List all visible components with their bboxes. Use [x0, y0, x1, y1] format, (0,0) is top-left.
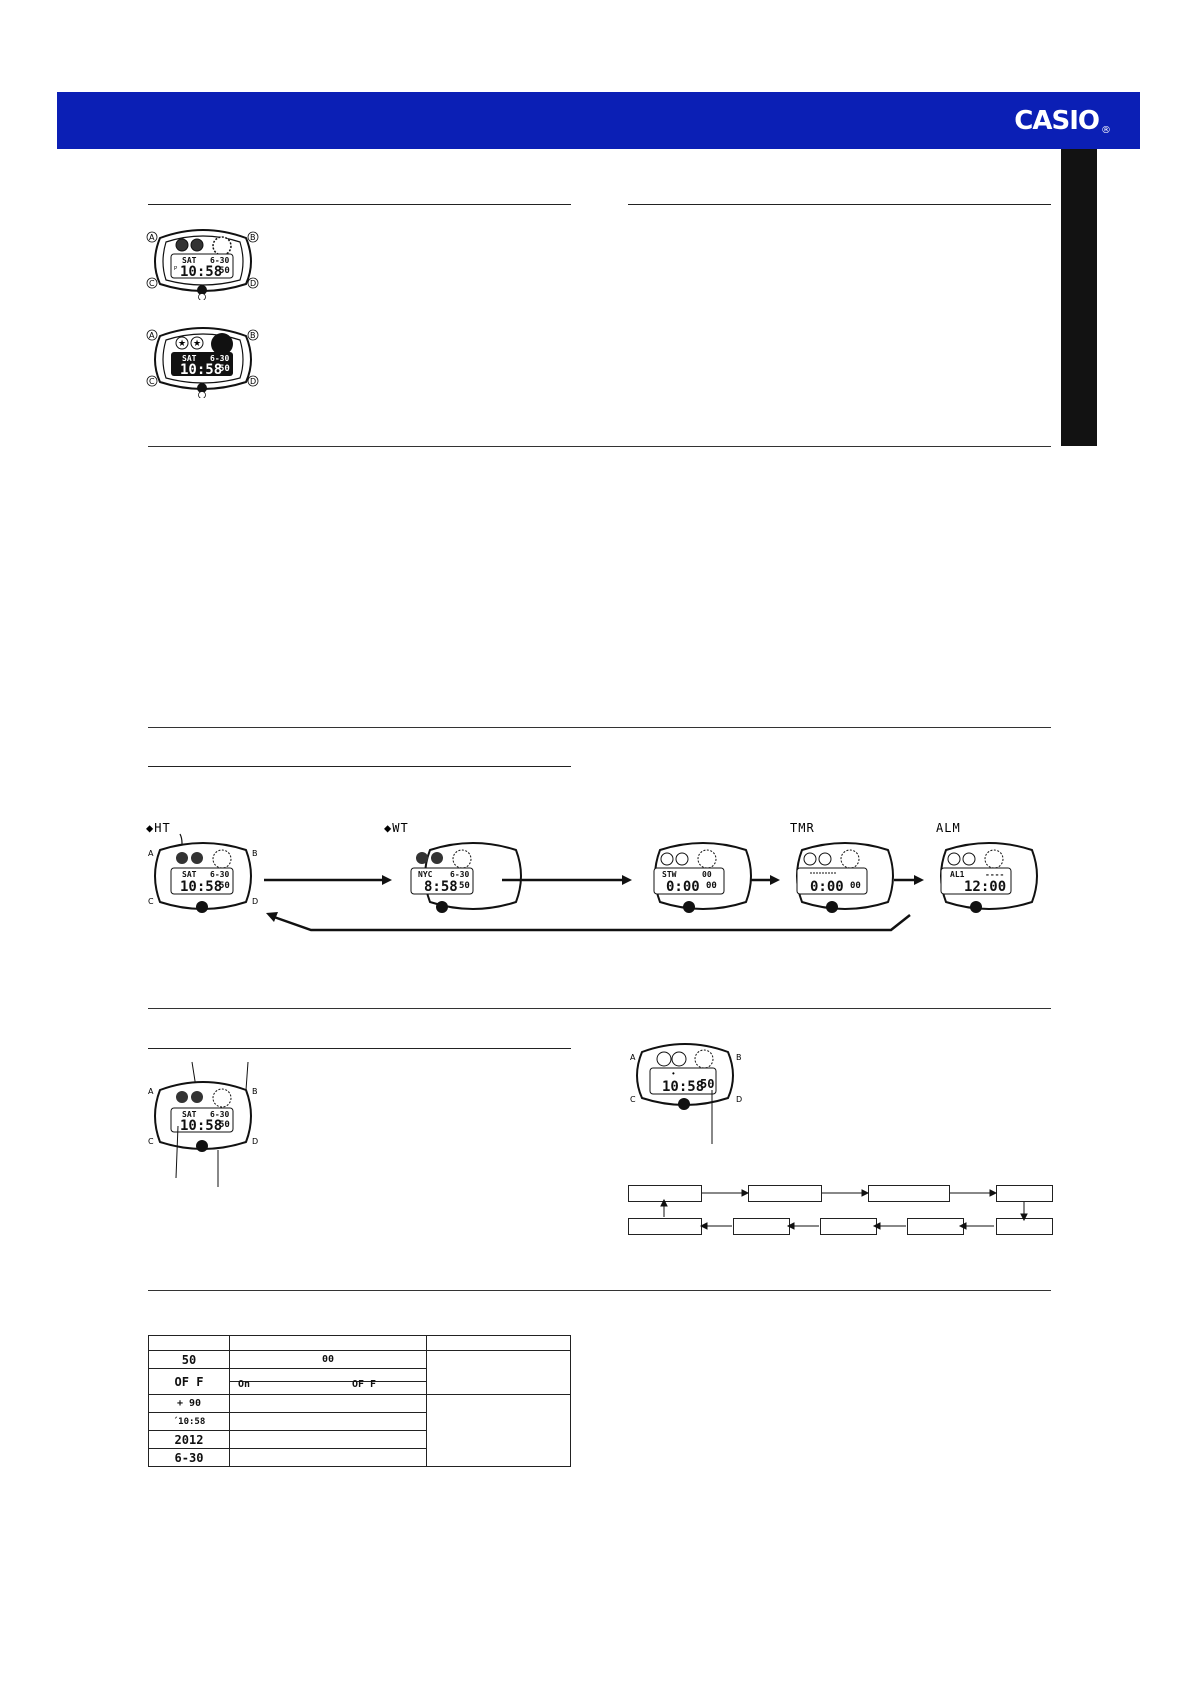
mode-timer	[790, 821, 893, 913]
mode-home-time	[146, 821, 258, 913]
svg-text:P: P	[174, 266, 178, 272]
svg-text:A: A	[148, 1087, 154, 1096]
svg-text:B: B	[736, 1053, 742, 1062]
svg-text:6-30: 6-30	[210, 256, 230, 265]
svg-text:50: 50	[459, 881, 470, 891]
section-rule	[148, 1048, 571, 1049]
svg-text:STW: STW	[662, 870, 677, 879]
table-row: 6-30	[149, 1449, 571, 1467]
settings-table	[148, 1335, 571, 1467]
table-row: 50 00	[149, 1351, 571, 1369]
svg-text:C: C	[148, 1137, 154, 1146]
svg-text:50: 50	[219, 364, 230, 374]
svg-text:6-30: 6-30	[210, 354, 230, 363]
svg-text:8:58: 8:58	[424, 879, 458, 895]
svg-text:00: 00	[706, 881, 717, 891]
svg-text:6-30: 6-30	[450, 870, 470, 879]
section-rule	[148, 1008, 1051, 1009]
mode-sequence-diagram	[146, 820, 1056, 960]
svg-text:6-30: 6-30	[210, 870, 230, 879]
svg-text:6-30: 6-30	[210, 1110, 230, 1119]
flow-arrows	[620, 1180, 1060, 1240]
svg-text:----: ----	[985, 870, 1005, 879]
svg-text:NYC: NYC	[418, 870, 433, 879]
svg-text:C: C	[149, 279, 155, 288]
mode-alarm	[936, 821, 1037, 913]
svg-text:◆HT: ◆HT	[146, 821, 171, 835]
section-rule	[628, 204, 1051, 205]
section-rule	[148, 1290, 1051, 1291]
svg-text:0:00: 0:00	[666, 879, 700, 895]
svg-text:SAT: SAT	[182, 256, 197, 265]
svg-text:50: 50	[219, 881, 230, 891]
table-row: 2012	[149, 1431, 571, 1449]
svg-text:•: •	[672, 1069, 675, 1078]
table-row: + 90	[149, 1395, 571, 1413]
svg-text:00: 00	[850, 881, 861, 891]
svg-text:A: A	[148, 849, 154, 858]
svg-text:◆WT: ◆WT	[384, 821, 409, 835]
header-banner	[57, 92, 1140, 149]
svg-text:D: D	[250, 377, 257, 386]
svg-text:SAT: SAT	[182, 1110, 197, 1119]
svg-text:SAT: SAT	[182, 870, 197, 879]
svg-text:B: B	[250, 331, 256, 340]
svg-text:A: A	[149, 233, 155, 242]
svg-text:10:58: 10:58	[180, 1118, 223, 1134]
watch-illustration-inverted	[146, 324, 261, 398]
table-row: ´10:58	[149, 1413, 571, 1431]
svg-text:ALM: ALM	[936, 821, 961, 835]
svg-text:50: 50	[700, 1077, 715, 1091]
watch-illustration-normal	[146, 226, 261, 300]
svg-text:A: A	[149, 331, 155, 340]
svg-text:D: D	[736, 1095, 743, 1104]
svg-text:D: D	[252, 1137, 259, 1146]
svg-text:C: C	[630, 1095, 636, 1104]
svg-text:C: C	[149, 377, 155, 386]
svg-text:50: 50	[219, 1120, 230, 1130]
svg-text:D: D	[250, 279, 257, 288]
svg-text:12:00: 12:00	[964, 879, 1007, 895]
svg-text:B: B	[250, 233, 256, 242]
watch-setting-illustration	[628, 1040, 758, 1150]
svg-text:B: B	[252, 849, 258, 858]
watch-callout-illustration	[146, 1060, 266, 1190]
svg-text:C: C	[148, 897, 154, 906]
table-row: OF F On OF F	[149, 1369, 571, 1395]
svg-text:0:00: 0:00	[810, 879, 844, 895]
svg-text:B: B	[252, 1087, 258, 1096]
svg-text:D: D	[252, 897, 259, 906]
section-rule	[148, 766, 571, 767]
svg-text:10:58: 10:58	[180, 362, 223, 378]
section-rule	[148, 204, 571, 205]
svg-text:10:58: 10:58	[180, 264, 223, 280]
mode-stopwatch	[654, 843, 751, 913]
svg-text:10:58: 10:58	[180, 879, 223, 895]
section-rule	[148, 446, 1051, 447]
mode-world-time	[384, 821, 521, 913]
svg-text:00: 00	[702, 870, 712, 879]
svg-text:SAT: SAT	[182, 354, 197, 363]
casio-logo: CASIO ®	[1014, 106, 1110, 136]
svg-text:★: ★	[193, 338, 202, 348]
svg-text:AL1: AL1	[950, 870, 965, 879]
side-language-tab	[1061, 149, 1097, 446]
svg-text:TMR: TMR	[790, 821, 815, 835]
svg-text:50: 50	[219, 266, 230, 276]
svg-text:A: A	[630, 1053, 636, 1062]
svg-text:★: ★	[178, 338, 187, 348]
section-rule	[148, 727, 1051, 728]
svg-text:10:58: 10:58	[662, 1079, 705, 1095]
